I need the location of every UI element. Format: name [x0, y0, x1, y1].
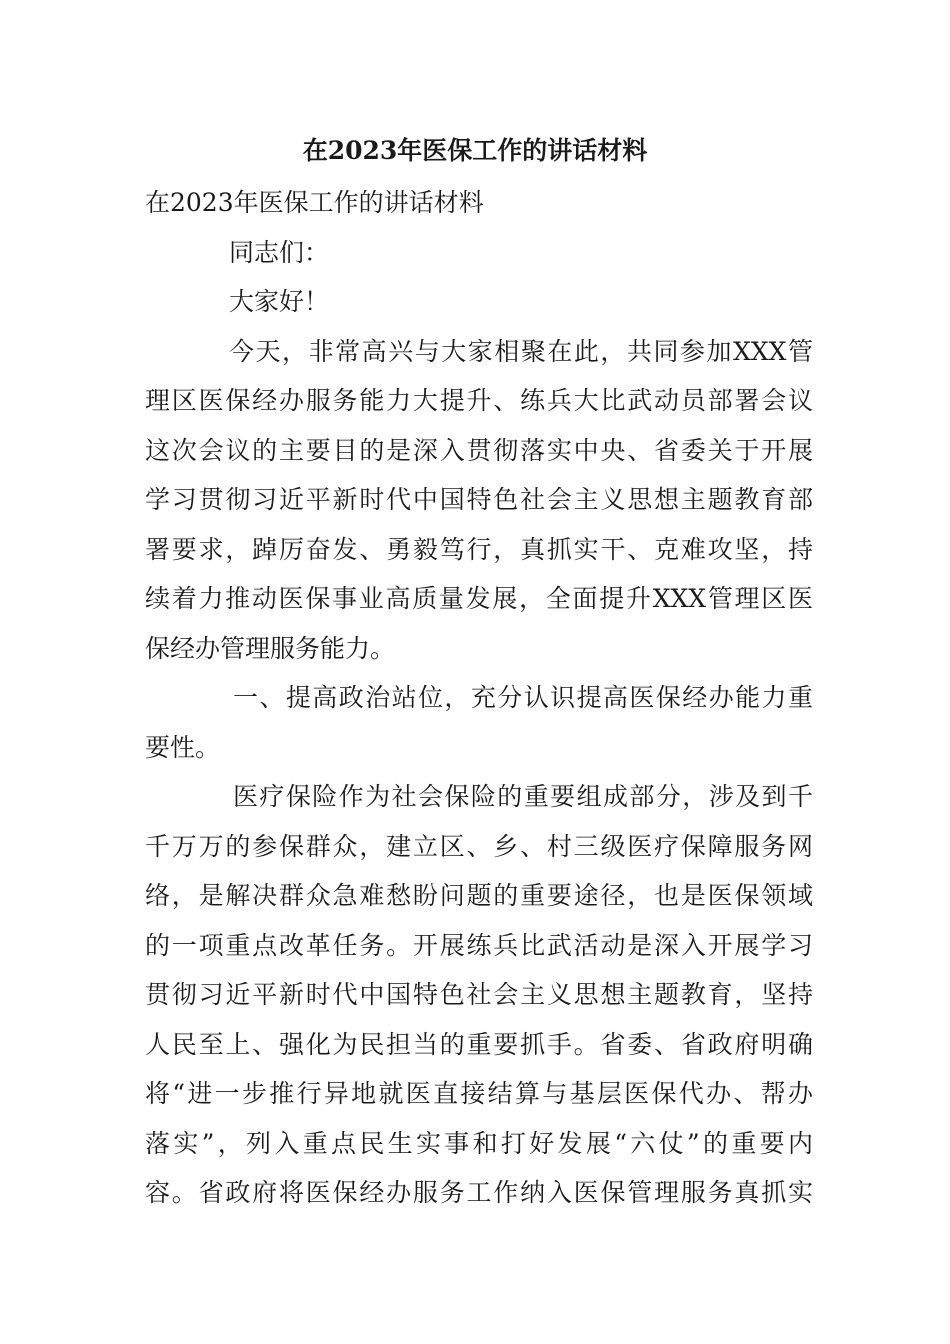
paragraph-line: 学习贯彻习近平新时代中国特色社会主义思想主题教育部 — [145, 485, 813, 514]
paragraph-line: 络，是解决群众急难愁盼问题的重要途径，也是医保领域 — [145, 881, 813, 910]
paragraph-line: 理区医保经办服务能力大提升、练兵大比武动员部署会议 — [145, 386, 813, 415]
paragraph-line: 保经办管理服务能力。 — [145, 633, 396, 663]
paragraph-line: 落实”，列入重点民生实事和打好发展“六仗”的重要内 — [145, 1128, 813, 1158]
salutation-line: 同志们： — [229, 237, 330, 267]
document-subtitle — [145, 178, 813, 228]
paragraph-line: 署要求，踔厉奋发、勇毅笃行，真抓实干、克难攻坚，持 — [145, 534, 813, 564]
salutation — [145, 228, 813, 278]
paragraph-line: 的一项重点改革任务。开展练兵比武活动是深入开展学习 — [145, 930, 813, 960]
paragraph-line: 容。省政府将医保经办服务工作纳入医保管理服务真抓实 — [145, 1178, 813, 1207]
document-body — [145, 178, 813, 1218]
paragraph-line: 将“进一步推行异地就医直接结算与基层医保代办、帮办 — [145, 1079, 813, 1108]
paragraph-line: 贯彻习近平新时代中国特色社会主义思想主题教育，坚持 — [145, 980, 813, 1009]
paragraph-line: 医疗保险作为社会保险的重要组成部分，涉及到千 — [233, 782, 813, 811]
greeting — [145, 277, 813, 327]
greeting-line: 大家好！ — [229, 287, 330, 316]
paragraph-intro — [145, 327, 813, 674]
subtitle-line: 在2023年医保工作的讲话材料 — [145, 188, 484, 217]
paragraph-line: 续着力推动医保事业高质量发展，全面提升XXX管理区医 — [145, 584, 813, 613]
paragraph-line: 今天，非常高兴与大家相聚在此，共同参加XXX管 — [229, 336, 813, 366]
heading-line: 一、提高政治站位，充分认识提高医保经办能力重 — [233, 683, 813, 712]
paragraph-section-1 — [145, 772, 813, 1218]
page-title: 在2023年医保工作的讲话材料 — [302, 136, 648, 165]
heading-line: 要性。 — [145, 732, 221, 762]
section-heading-1 — [145, 673, 813, 772]
paragraph-line: 人民至上、强化为民担当的重要抓手。省委、省政府明确 — [145, 1029, 813, 1059]
paragraph-line: 千万万的参保群众，建立区、乡、村三级医疗保障服务网 — [145, 831, 813, 861]
paragraph-line: 这次会议的主要目的是深入贯彻落实中央、省委关于开展 — [145, 435, 813, 465]
